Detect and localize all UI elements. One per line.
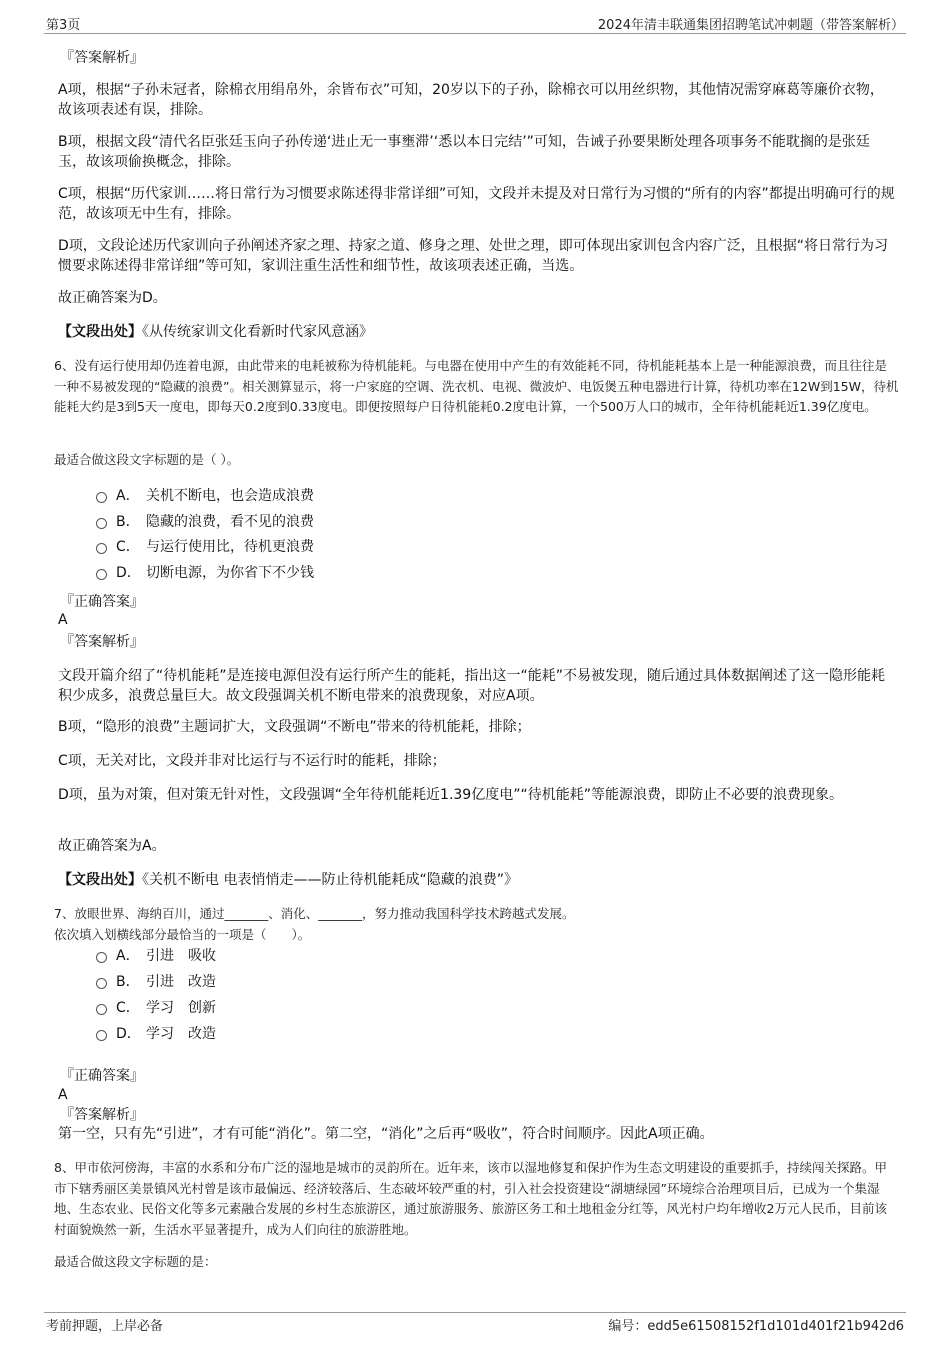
option-text: 学习 改造 [146, 1026, 216, 1042]
q6-option-d[interactable] [96, 563, 314, 583]
option-text: 引进 吸收 [146, 948, 216, 964]
q5-source-text: 《从传统家训文化看新时代家风意涵》 [142, 324, 373, 340]
document-code [608, 1315, 904, 1334]
q6-correct-answer: A [58, 612, 68, 628]
option-text: 学习 创新 [146, 1000, 216, 1016]
q7-option-a[interactable] [96, 946, 216, 966]
footer-divider [44, 1312, 906, 1313]
q7-correct-answer: A [58, 1087, 68, 1103]
radio-icon[interactable] [96, 569, 107, 580]
q7-analysis-heading: 『答案解析』 [60, 1107, 144, 1123]
radio-icon[interactable] [96, 952, 107, 963]
option-text: 与运行使用比，待机更浪费 [146, 539, 314, 555]
q7-stem: 7、放眼世界、海纳百川，通过_______、消化、_______，努力推动我国科学技术跨越式发展。 [54, 906, 575, 921]
option-letter: C． [116, 539, 140, 555]
q8-prompt: 最适合做这段文字标题的是： [54, 1254, 217, 1269]
q6-option-c[interactable] [96, 537, 314, 557]
q6-conclusion: 故正确答案为A。 [58, 838, 166, 854]
radio-icon[interactable] [96, 1004, 107, 1015]
radio-icon[interactable] [96, 978, 107, 989]
q6-source [58, 870, 518, 890]
q6-option-a[interactable] [96, 486, 314, 506]
q6-analysis-p3: C项，无关对比，文段并非对比运行与不运行时的能耗，排除； [58, 753, 446, 769]
q7-prompt: 依次填入划横线部分最恰当的一项是（ ）。 [54, 927, 311, 942]
q7-correct-heading: 『正确答案』 [60, 1068, 144, 1084]
option-letter: A． [116, 488, 140, 504]
q5-analysis-d: D项，文段论述历代家训向子孙阐述齐家之理、持家之道、修身之理、处世之理，即可体现出家训包含内容广泛，且根据“将日常行为习惯要求陈述得非常详细”等可知，家训注重生活性和细节性，故该项表述正确，当选。 [58, 238, 889, 274]
option-letter: D． [116, 565, 141, 581]
q6-analysis-p2: B项，“隐形的浪费”主题词扩大，文段强调“不断电”带来的待机能耗，排除； [58, 719, 531, 735]
q5-analysis-b: B项，根据文段“清代名臣张廷玉向子孙传递‘进止无一事壅滞’‘悉以本日完结’”可知，告诫子孙要果断处理各项事务不能耽搁的是张廷玉，故该项偷换概念，排除。 [58, 134, 870, 170]
document-title: 2024年清丰联通集团招聘笔试冲刺题（带答案解析） [597, 18, 904, 33]
radio-icon[interactable] [96, 492, 107, 503]
q6-analysis-heading: 『答案解析』 [60, 634, 144, 650]
q6-analysis-p1: 文段开篇介绍了“待机能耗”是连接电源但没有运行所产生的能耗，指出这一“能耗”不易被发现，随后通过具体数据阐述了这一隐形能耗积少成多，浪费总量巨大。故文段强调关机不断电带来的浪费现象，对应A项。 [58, 668, 886, 704]
header-divider [44, 33, 906, 34]
q6-source-text: 《关机不断电 电表悄悄走——防止待机能耗成“隐藏的浪费”》 [142, 872, 518, 888]
q6-prompt: 最适合做这段文字标题的是（ ）。 [54, 452, 240, 467]
option-text: 隐藏的浪费，看不见的浪费 [146, 514, 314, 530]
option-letter: D． [116, 1026, 141, 1042]
q8-stem: 8、甲市依河傍海，丰富的水系和分布广泛的湿地是城市的灵韵所在。近年来，该市以湿地修复和保护作为生态文明建设的重要抓手，持续闯关探路。甲市下辖秀丽区美景镇风光村曾是该市最偏远、经济较落后、生态破坏较严重的村，引入社会投资建设“湖塘绿园”环境综合治理项目后，已成为一个集湿地、生态农业、民俗文化等多元素融合发展的乡村生态旅游区，通过旅游服务、旅游区务工和土地租金分红等，风光村户均年增收2万元人民币，目前该村面貌焕然一新，生活水平显著提升，成为人们向往的旅游胜地。 [54, 1160, 887, 1237]
q5-analysis-c: C项，根据“历代家训……将日常行为习惯要求陈述得非常详细”可知，文段并未提及对日常行为习惯的“所有的内容”都提出明确可行的规范，故该项无中生有，排除。 [58, 186, 895, 222]
q7-option-d[interactable] [96, 1024, 216, 1044]
q6-stem: 6、没有运行使用却仍连着电源，由此带来的电耗被称为待机能耗。与电器在使用中产生的有效能耗不同，待机能耗基本上是一种能源浪费，而且往往是一种不易被发现的“隐藏的浪费”。相关测算显示，将一户家庭的空调、洗衣机、电视、微波炉、电饭煲五种电器进行计算，待机功率在12W到15W，待机能耗大约是3到5天一度电，即每天0.2度到0.33度电。即便按照每户日待机能耗0.2度电计算，一个500万人口的城市，全年待机能耗近1.39亿度电。 [54, 358, 899, 414]
option-text: 切断电源，为你省下不少钱 [146, 565, 314, 581]
page-number: 第3页 [46, 18, 81, 33]
q5-analysis-a: A项，根据“子孙未冠者，除棉衣用绢帛外，余皆布衣”可知，20岁以下的子孙，除棉衣可以用丝织物，其他情况需穿麻葛等廉价衣物，故该项表述有误，排除。 [58, 82, 884, 118]
footer-slogan: 考前押题，上岸必备 [46, 1319, 164, 1334]
radio-icon[interactable] [96, 518, 107, 529]
q6-analysis-p4: D项，虽为对策，但对策无针对性，文段强调“全年待机能耗近1.39亿度电”“待机能耗”等能源浪费，即防止不必要的浪费现象。 [58, 787, 843, 803]
q7-option-c[interactable] [96, 998, 216, 1018]
q5-conclusion: 故正确答案为D。 [58, 290, 167, 306]
option-text: 关机不断电，也会造成浪费 [146, 488, 314, 504]
q7-analysis: 第一空，只有先“引进”，才有可能“消化”。第二空，“消化”之后再“吸收”，符合时间顺序。因此A项正确。 [58, 1126, 714, 1142]
code-value: edd5e61508152f1d101d401f21b942d6 [647, 1319, 904, 1334]
code-label: 编号： [608, 1319, 648, 1334]
q5-source [58, 322, 373, 342]
q5-analysis-heading: 『答案解析』 [60, 50, 144, 66]
option-text: 引进 改造 [146, 974, 216, 990]
q5-source-label: 【文段出处】 [58, 324, 142, 340]
q6-source-label: 【文段出处】 [58, 872, 142, 888]
option-letter: B． [116, 974, 140, 990]
q7-option-b[interactable] [96, 972, 216, 992]
option-letter: B． [116, 514, 140, 530]
radio-icon[interactable] [96, 1030, 107, 1041]
option-letter: A． [116, 948, 140, 964]
option-letter: C． [116, 1000, 140, 1016]
q6-correct-heading: 『正确答案』 [60, 594, 144, 610]
q6-option-b[interactable] [96, 512, 314, 532]
radio-icon[interactable] [96, 543, 107, 554]
